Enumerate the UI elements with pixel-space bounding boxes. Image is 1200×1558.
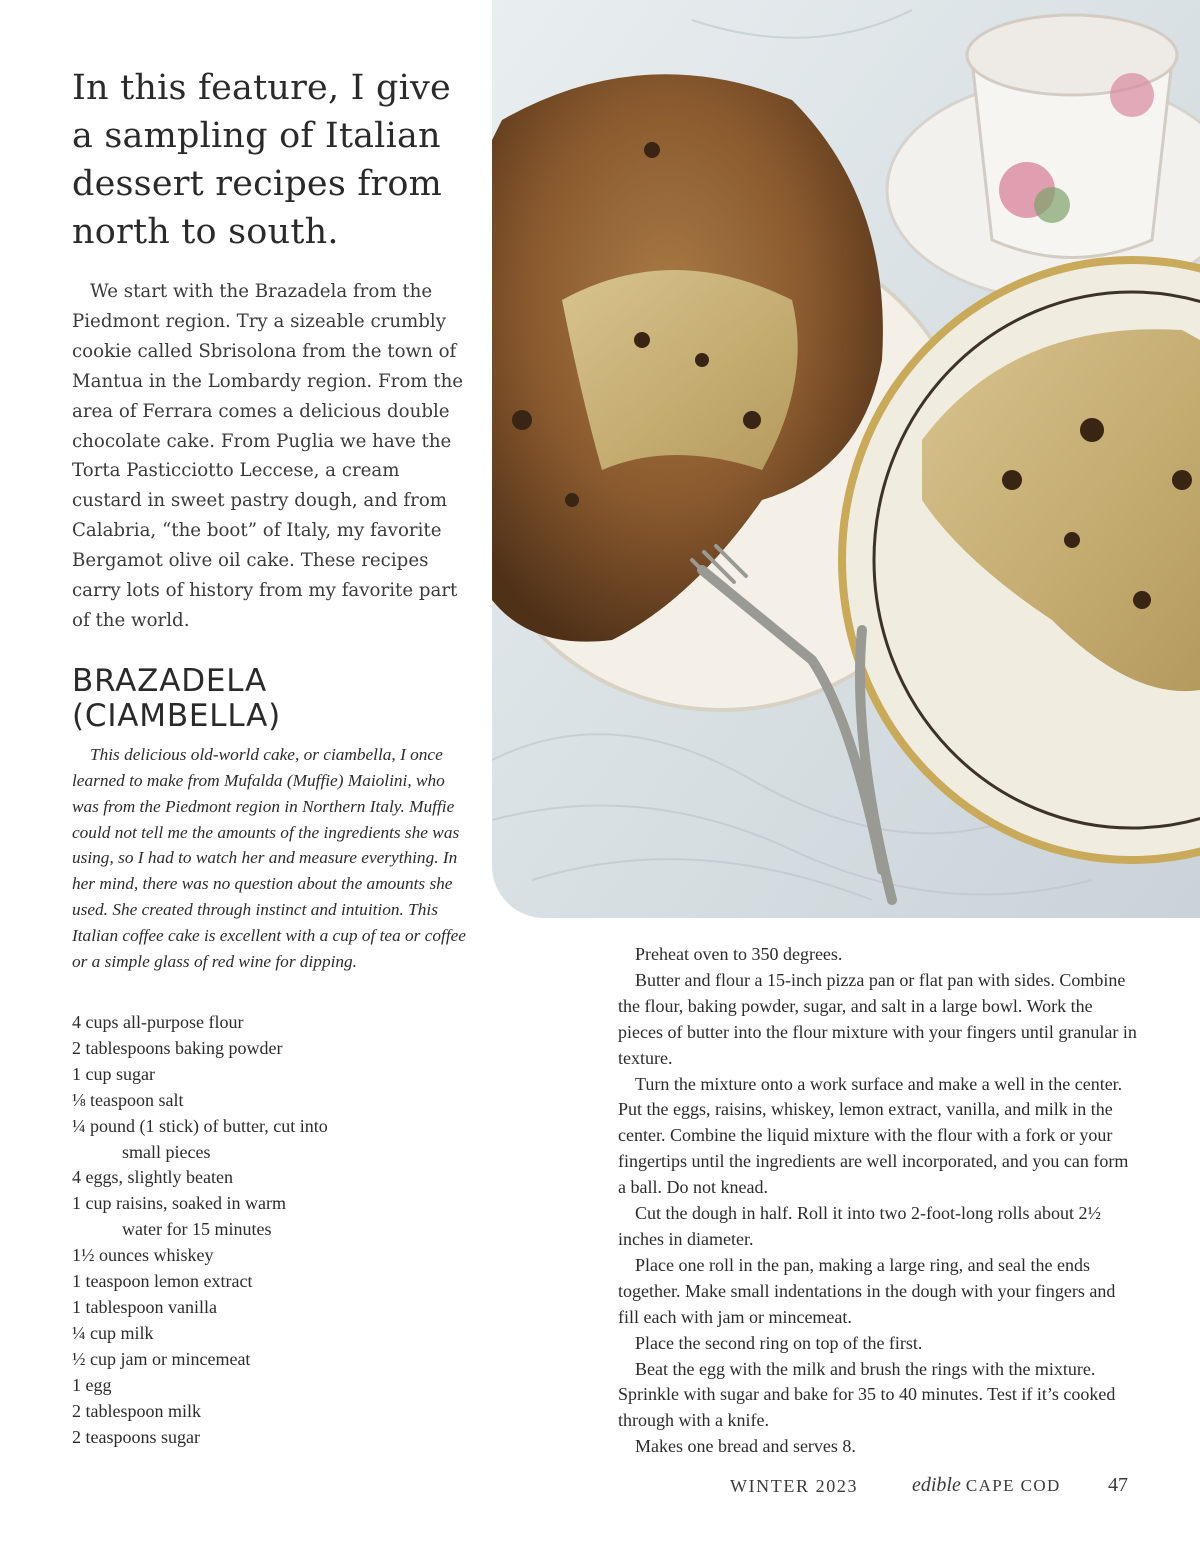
ingredient-item: 2 teaspoons sugar <box>72 1426 200 1447</box>
ingredient-item: 2 tablespoon milk <box>72 1400 201 1421</box>
feature-lead-heading: In this feature, I give a sampling of Italian dessert recipes from north to south. <box>72 68 451 252</box>
ingredient-item: ¼ cup milk <box>72 1322 154 1343</box>
ingredient-item: 1 egg <box>72 1374 112 1395</box>
page-number: 47 <box>1108 1474 1128 1496</box>
direction-step: Makes one bread and serves 8. <box>635 1436 856 1457</box>
direction-step: Place one roll in the pan, making a large ring, and seal the ends together. Make small indentations in the dough with your fingers and fill each with jam or mincemeat. <box>618 1254 1116 1327</box>
magazine-name <box>912 1474 1061 1497</box>
cake-photo <box>492 0 1200 918</box>
ingredient-item: ¼ pound (1 stick) of butter, cut into <box>72 1115 328 1136</box>
ingredient-item: 4 cups all-purpose flour <box>72 1012 244 1032</box>
ingredient-item-continuation: water for 15 minutes <box>122 1219 272 1240</box>
recipe-title <box>72 664 472 734</box>
direction-step: Cut the dough in half. Roll it into two 2-foot-long rolls about 2½ inches in diameter. <box>618 1203 1101 1249</box>
direction-step: Place the second ring on top of the first. <box>635 1332 923 1353</box>
magazine-name-italic: edible <box>912 1474 961 1496</box>
ingredient-item: ⅛ teaspoon salt <box>72 1089 184 1110</box>
direction-step: Beat the egg with the milk and brush the rings with the mixture. Sprinkle with sugar and bake for 35 to 40 minutes. Test if it’s cooked through with a knife. <box>618 1358 1116 1431</box>
direction-step: Preheat oven to 350 degrees. <box>635 944 843 964</box>
ingredient-item: 1 tablespoon vanilla <box>72 1296 217 1317</box>
recipe-headnote: This delicious old-world cake, or ciambella, I once learned to make from Mufalda (Muffie) Maiolini, who was from the Piedmont region in Northern Italy. Muffie could not tell me the amounts of the ingredients she was using, so I had to watch her and measure everything. In her mind, there was no question about the amounts she used. She created through instinct and intuition. This Italian coffee cake is excellent with a cup of tea or coffee or a simple glass of red wine for dipping. <box>72 745 466 971</box>
page-footer <box>0 1472 1200 1502</box>
recipe-title-line-1: BRAZADELA <box>72 663 268 699</box>
recipe-title-line-2: (CIAMBELLA) <box>72 698 282 734</box>
ingredient-item: 1 cup sugar <box>72 1063 155 1084</box>
direction-step: Butter and flour a 15-inch pizza pan or flat pan with sides. Combine the flour, baking powder, sugar, and salt in a large bowl. Work the pieces of butter into the flour mixture with your fingers until granular in texture. <box>618 969 1137 1068</box>
ingredient-item: 4 eggs, slightly beaten <box>72 1167 233 1188</box>
ingredient-item: ½ cup jam or mincemeat <box>72 1348 251 1369</box>
ingredient-item: 1 teaspoon lemon extract <box>72 1271 253 1292</box>
intro-paragraph: We start with the Brazadela from the Piedmont region. Try a sizeable crumbly cookie called Sbrisolona from the town of Mantua in the Lombardy region. From the area of Ferrara comes a delicious double chocolate cake. From Puglia we have the Torta Pasticciotto Leccese, a cream custard in sweet pastry dough, and from Calabria, “the boot” of Italy, my favorite Bergamot olive oil cake. These recipes carry lots of history from my favorite part of the world. <box>72 281 464 631</box>
ingredient-item: 2 tablespoons baking powder <box>72 1037 283 1058</box>
ingredient-list <box>72 1010 472 1450</box>
direction-step: Turn the mixture onto a work surface and make a well in the center. Put the eggs, raisins, whiskey, lemon extract, vanilla, and milk in the center. Combine the liquid mixture with the flour with a fork or your fingertips until the ingredients are well incorporated, and you can form a ball. Do not knead. <box>618 1073 1129 1198</box>
magazine-name-rest: CAPE COD <box>965 1476 1061 1495</box>
ingredient-item: 1 cup raisins, soaked in warm <box>72 1193 286 1214</box>
ingredient-item: 1½ ounces whiskey <box>72 1245 214 1266</box>
cake-cut-interior <box>562 270 798 470</box>
issue-season: WINTER 2023 <box>730 1476 859 1496</box>
recipe-directions <box>618 942 1138 1460</box>
ingredient-item-continuation: small pieces <box>122 1141 211 1162</box>
